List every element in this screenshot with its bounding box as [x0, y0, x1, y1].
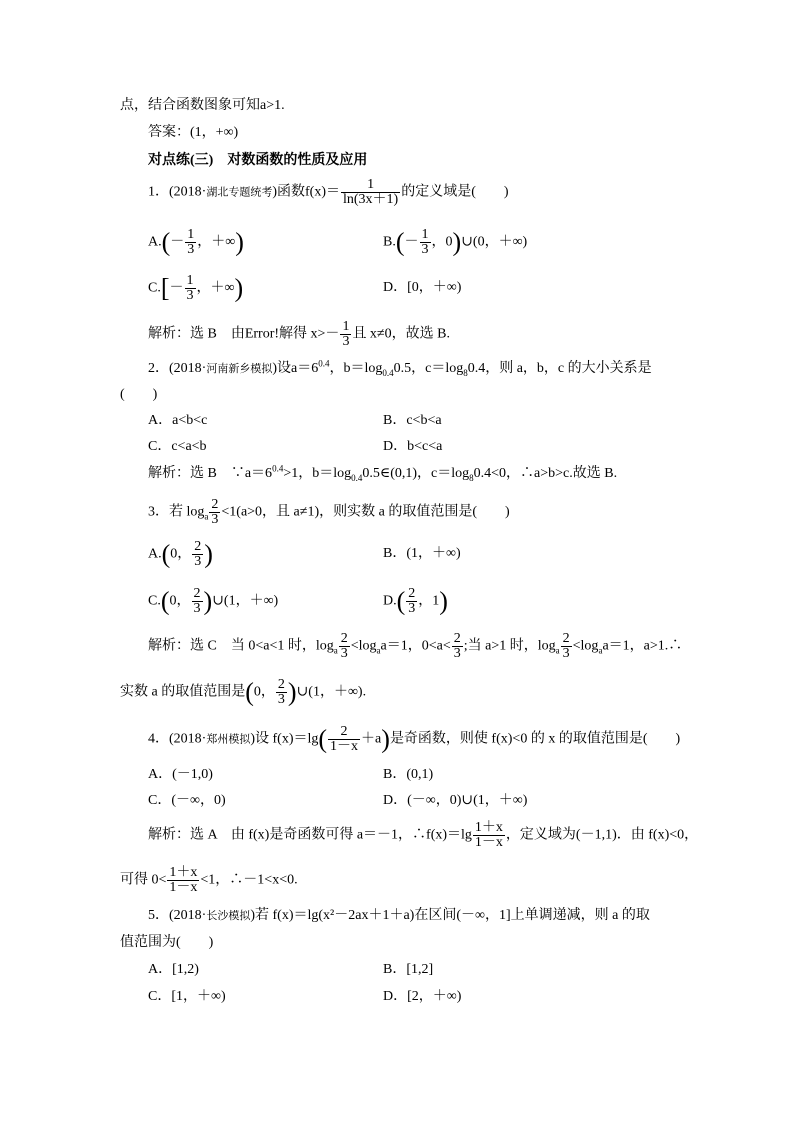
- q2-option-b: B．c<b<a: [383, 413, 442, 428]
- q4-solution-cont: 可得 0< $\frac{1+x}{1-x}$ <1，∴－1<x<0.: [120, 865, 298, 895]
- q2-option-c: C．c<a<b: [148, 439, 207, 454]
- question-5-stem-cont: 值范围为( ): [120, 935, 214, 950]
- q3-option-a: A.(0， $\frac{2}{3}$ ): [148, 539, 213, 569]
- question-3-stem: 3．若 $\log_a$ $\frac{2}{3}$ <1(a>0，且 a≠1)，则实数 a 的取值范围是( ): [148, 497, 510, 527]
- q1-option-a: A.(－ $\frac{1}{3}$ ，＋∞): [148, 227, 244, 257]
- q1-option-c: C.[－ $\frac{1}{3}$ ，＋∞): [148, 273, 244, 303]
- question-2-stem: 2．(2018·河南新乡模拟)设$a=6^{0.4}$，$b=\log_{0.4}0.5$，$c=\log_80.4$，则 a，b，c 的大小关系是: [148, 358, 652, 378]
- question-2-stem-cont: ( ): [120, 387, 158, 402]
- q4-option-b: B．(0,1): [383, 767, 434, 782]
- q5-option-a: A．[1,2): [148, 962, 199, 977]
- intro-line: 点，结合函数图象可知a>1.: [120, 98, 285, 113]
- q3-solution: 解析：选 C 当 0<a<1 时，$\log_a$ $\frac{2}{3}$ $<\log_aa=1$，0<a< $\frac{2}{3}$ ;当 a>1 时，$\log_a$ $\frac{2}{3}$ $<\log_aa=1$，a>1.∴: [148, 631, 683, 661]
- q2-option-d: D．b<c<a: [383, 439, 443, 454]
- q5-option-d: D．[2，＋∞): [383, 989, 462, 1004]
- q1-option-b: B.(－ $\frac{1}{3}$ ，0)∪(0，＋∞): [383, 227, 528, 257]
- q3-option-b: B．(1，＋∞): [383, 546, 461, 561]
- q4-solution: 解析：选 A 由 f(x)是奇函数可得 a＝－1，∴f(x)＝lg $\frac{1+x}{1-x}$ ，定义域为(－1,1)．由 f(x)<0，: [148, 820, 699, 850]
- q2-option-a: A．a<b<c: [148, 413, 208, 428]
- question-source: 湖北专题统考: [206, 186, 273, 199]
- q3-solution-cont: 实数 a 的取值范围是(0， $\frac{2}{3}$ )∪(1，＋∞).: [120, 677, 367, 707]
- question-5-stem: 5．(2018·长沙模拟)若 f(x)＝lg(x²－2ax＋1＋a)在区间(－∞，1]上单调递减，则 a 的取: [148, 908, 650, 923]
- q4-option-a: A．(－1,0): [148, 767, 213, 782]
- q1-option-d: D．[0，＋∞): [383, 280, 462, 295]
- answer-line: 答案：(1，+∞): [148, 125, 239, 140]
- q4-option-d: D．(－∞，0)∪(1，＋∞): [383, 793, 528, 808]
- q5-option-c: C．[1，＋∞): [148, 989, 226, 1004]
- q3-option-d: D.( $\frac{2}{3}$ ，1): [383, 586, 448, 616]
- q5-option-b: B．[1,2]: [383, 962, 434, 977]
- q2-solution: 解析：选 B $\because a=6^{0.4}>1$，$b=\log_{0.4}0.5\in(0,1)$，$c=\log_80.4<0$，∴a>b>c.故选 B.: [148, 463, 618, 483]
- question-1-stem: 1．(2018·湖北专题统考)函数f(x)＝ $\frac{1}{\ln(3x+1)}$ 的定义域是( ): [148, 177, 509, 207]
- q4-option-c: C．(－∞，0): [148, 793, 226, 808]
- section-title: 对点练(三) 对数函数的性质及应用: [148, 153, 368, 168]
- fraction: $\frac{1}{\ln(3x+1)}$: [342, 177, 399, 207]
- question-4-stem: 4．(2018·郑州模拟)设 f(x)＝lg( $\frac{2}{1-x}$ ＋a)是奇函数，则使 f(x)<0 的 x 的取值范围是( ): [148, 724, 681, 754]
- q3-option-c: C.(0， $\frac{2}{3}$ )∪(1，＋∞): [148, 586, 279, 616]
- q1-solution: 解析：选 B 由Error!解得 x>－ $\frac{1}{3}$ 且 x≠0，故选 B.: [148, 319, 450, 349]
